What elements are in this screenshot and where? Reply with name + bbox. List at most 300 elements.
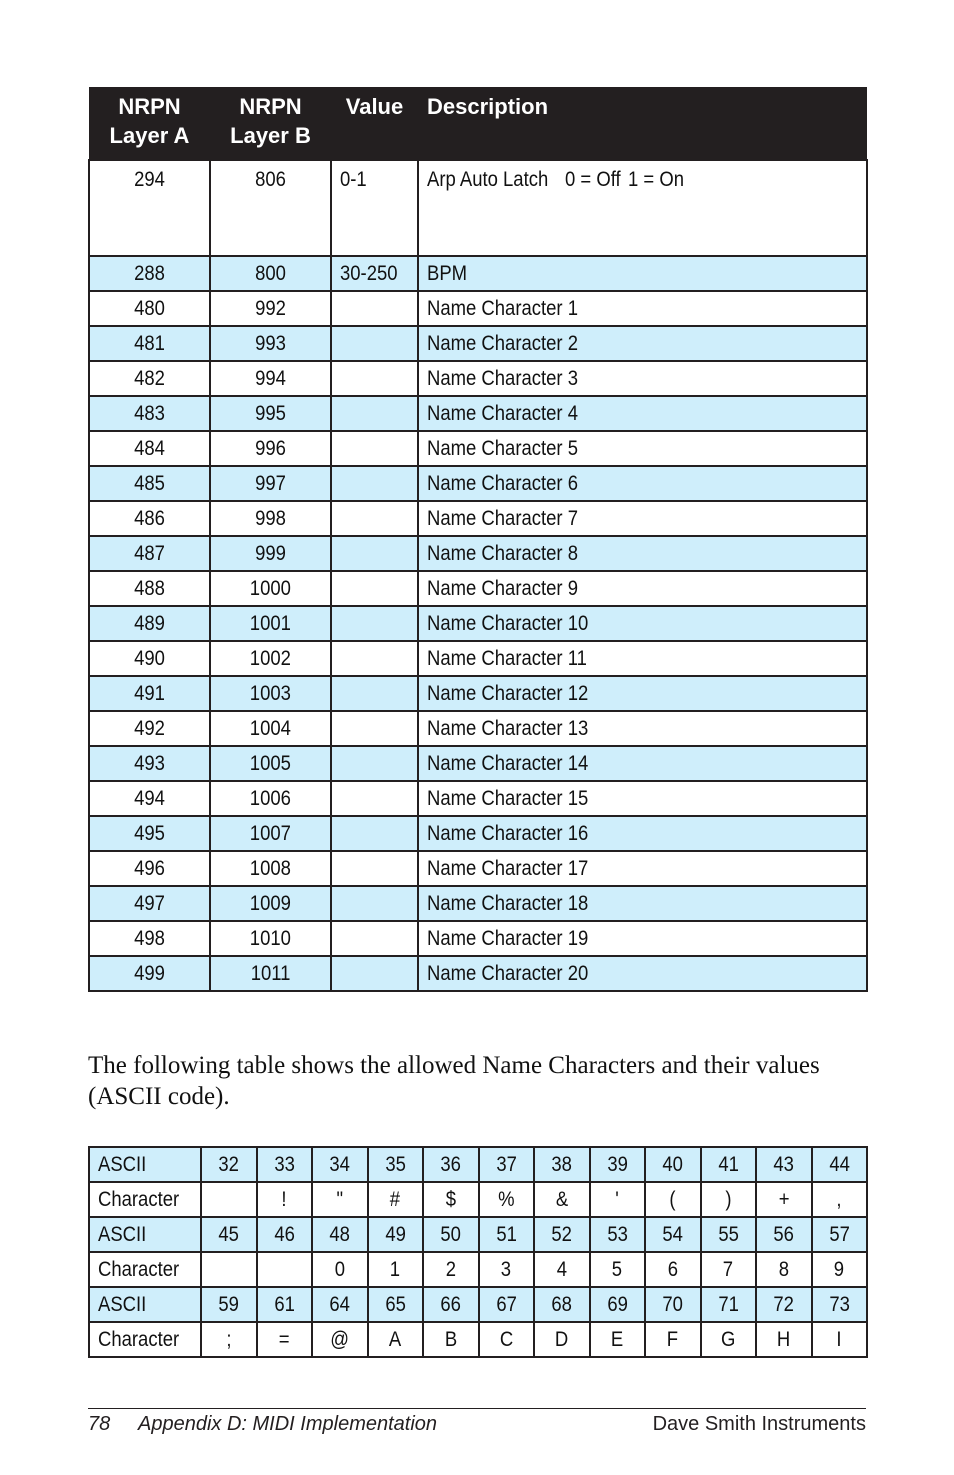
nrpn-layer-b-cell-text: 999 [255,541,286,565]
nrpn-value-cell [331,816,418,851]
character-cell [756,1252,812,1287]
nrpn-row [89,431,867,466]
description-line: Name Character 19 [427,926,589,950]
nrpn-description-cell [418,466,867,501]
description-line: Name Character 5 [427,436,578,460]
ascii-code-cell-text: 54 [662,1222,684,1246]
description-line: Name Character 16 [427,821,589,845]
character-cell-text: + [778,1187,790,1211]
nrpn-layer-a-cell [89,676,210,711]
ascii-code-cell-text: 34 [329,1152,351,1176]
nrpn-layer-b-cell [210,921,331,956]
nrpn-layer-b-cell-text: 994 [255,366,286,390]
nrpn-row [89,501,867,536]
nrpn-layer-a-cell-text: 496 [134,856,165,880]
company-name: Dave Smith Instruments [652,1413,866,1435]
character-cell [701,1322,757,1357]
description-line: Name Character 14 [427,751,589,775]
nrpn-description-cell [418,571,867,606]
character-cell [201,1252,257,1287]
nrpn-value-cell [331,466,418,501]
character-cell [645,1182,701,1217]
ascii-code-cell [645,1287,701,1322]
character-cell [812,1182,868,1217]
nrpn-description-cell [418,676,867,711]
ascii-code-cell-text: 44 [828,1152,850,1176]
ascii-code-cell-text: 57 [828,1222,850,1246]
character-cell [368,1322,424,1357]
nrpn-layer-b-cell-text: 1004 [249,716,292,740]
nrpn-layer-a-cell-text: 485 [134,471,165,495]
nrpn-layer-a-cell [89,641,210,676]
description-line: Name Character 4 [427,401,578,425]
description-line: Name Character 18 [427,891,589,915]
nrpn-layer-b-cell-text: 1000 [249,576,292,600]
nrpn-row [89,816,867,851]
nrpn-value-cell [331,431,418,466]
ascii-row [89,1217,867,1252]
nrpn-layer-a-cell-text: 487 [134,541,165,565]
nrpn-layer-a-cell-text: 288 [134,261,165,285]
ascii-code-cell [201,1147,257,1182]
nrpn-value-cell [331,851,418,886]
ascii-code-cell [368,1287,424,1322]
character-cell [590,1252,646,1287]
ascii-code-cell [479,1217,535,1252]
nrpn-value-cell [331,571,418,606]
nrpn-value-cell [331,956,418,991]
character-cell [423,1182,479,1217]
nrpn-layer-b-cell [210,431,331,466]
ascii-code-cell-text: 65 [384,1292,406,1316]
nrpn-description-cell [418,641,867,676]
nrpn-description-cell [418,921,867,956]
character-row-label [89,1182,201,1217]
character-cell-text: ' [615,1187,620,1211]
character-row [89,1252,867,1287]
character-row [89,1182,867,1217]
nrpn-value-cell [331,641,418,676]
character-cell [479,1182,535,1217]
ascii-code-cell-text: 43 [773,1152,795,1176]
character-cell-text: , [836,1187,842,1211]
character-cell-text: " [336,1187,344,1211]
nrpn-description-cell [418,886,867,921]
ascii-row-label [89,1147,201,1182]
description-line: Name Character 3 [427,366,578,390]
nrpn-layer-a-cell [89,816,210,851]
nrpn-layer-b-cell-text: 998 [255,506,286,530]
page-number: 78 [88,1413,111,1435]
nrpn-value-cell-text: 0-1 [340,168,367,191]
ascii-code-cell [590,1287,646,1322]
ascii-table-body [89,1147,867,1357]
character-cell [312,1182,368,1217]
nrpn-layer-a-cell [89,851,210,886]
character-cell-text: 0 [334,1257,345,1281]
character-cell-text: 8 [778,1257,789,1281]
ascii-code-cell-text: 71 [717,1292,739,1316]
character-cell-text: H [777,1327,791,1351]
nrpn-layer-b-cell-text: 992 [255,296,286,320]
description-line: Name Character 17 [427,856,589,880]
ascii-table [88,1146,868,1358]
character-cell-text: $ [445,1187,456,1211]
ascii-code-cell [368,1217,424,1252]
character-cell-text: % [498,1187,515,1211]
character-row-label-text: Character [98,1257,180,1281]
character-cell-text: 5 [612,1257,623,1281]
nrpn-layer-b-cell [210,956,331,991]
nrpn-row [89,536,867,571]
nrpn-layer-a-cell-text: 497 [134,891,165,915]
nrpn-layer-b-cell [210,361,331,396]
nrpn-value-cell [331,291,418,326]
nrpn-description-cell [418,781,867,816]
ascii-code-cell [257,1287,313,1322]
nrpn-row [89,361,867,396]
ascii-code-cell-text: 37 [495,1152,517,1176]
nrpn-layer-b-cell [210,256,331,291]
header-nrpn-layer-b: NRPN Layer B [210,87,331,160]
character-cell-text: @ [330,1327,350,1351]
nrpn-value-cell [331,160,418,256]
nrpn-row [89,466,867,501]
ascii-code-cell [701,1147,757,1182]
description-line: Name Character 11 [427,646,587,670]
ascii-row [89,1287,867,1322]
character-cell [257,1252,313,1287]
nrpn-layer-a-cell-text: 486 [134,506,165,530]
character-cell [201,1322,257,1357]
character-row-label [89,1322,201,1357]
character-cell-text: 1 [390,1257,401,1281]
nrpn-layer-b-cell [210,536,331,571]
ascii-code-cell [201,1287,257,1322]
character-cell-text: 9 [834,1257,845,1281]
nrpn-description-cell [418,851,867,886]
nrpn-layer-a-cell-text: 495 [134,821,165,845]
ascii-code-cell-text: 66 [440,1292,462,1316]
nrpn-value-cell [331,606,418,641]
character-cell-text: # [390,1187,401,1211]
nrpn-layer-a-cell-text: 499 [134,961,165,985]
character-cell [590,1322,646,1357]
nrpn-layer-a-cell [89,291,210,326]
ascii-code-cell [756,1147,812,1182]
character-cell [368,1182,424,1217]
ascii-code-cell [312,1287,368,1322]
ascii-code-cell [368,1147,424,1182]
intro-paragraph: The following table shows the allowed Name Characters and their values (ASCII code). [88,1052,820,1110]
ascii-code-cell-text: 46 [273,1222,295,1246]
description-line: Name Character 13 [427,716,589,740]
nrpn-description-cell [418,160,867,256]
character-cell-text: ! [281,1187,287,1211]
nrpn-layer-b-cell-text: 1003 [249,681,292,705]
character-cell-text: A [389,1327,402,1351]
nrpn-row [89,256,867,291]
description-line: Name Character 1 [427,296,578,320]
nrpn-value-cell [331,676,418,711]
nrpn-layer-a-cell [89,956,210,991]
ascii-code-cell-text: 40 [662,1152,684,1176]
nrpn-layer-b-cell [210,711,331,746]
description-line: Name Character 10 [427,611,589,635]
nrpn-layer-b-cell [210,396,331,431]
character-row-label-text: Character [98,1327,180,1351]
nrpn-value-cell [331,501,418,536]
nrpn-value-cell [331,326,418,361]
character-cell-text: B [444,1327,457,1351]
character-cell [534,1322,590,1357]
ascii-row-label-text: ASCII [98,1152,147,1176]
nrpn-description-cell [418,396,867,431]
nrpn-layer-a-cell [89,396,210,431]
character-row-label-text: Character [98,1187,180,1211]
nrpn-layer-a-cell [89,781,210,816]
nrpn-layer-a-cell [89,160,210,256]
ascii-code-cell [645,1217,701,1252]
ascii-code-cell-text: 70 [662,1292,684,1316]
ascii-code-cell-text: 32 [218,1152,240,1176]
character-cell-text: ( [669,1187,676,1211]
description-line: Name Character 8 [427,541,578,565]
nrpn-layer-b-cell-text: 806 [255,168,286,191]
nrpn-layer-a-cell-text: 498 [134,926,165,950]
ascii-code-cell [534,1147,590,1182]
nrpn-layer-a-cell-text: 294 [134,168,165,191]
nrpn-row [89,851,867,886]
ascii-code-cell [423,1147,479,1182]
nrpn-layer-b-cell-text: 1001 [249,611,292,635]
nrpn-layer-b-cell-text: 1002 [249,646,292,670]
character-cell [701,1252,757,1287]
nrpn-layer-b-cell [210,571,331,606]
nrpn-row [89,746,867,781]
nrpn-value-cell-text: 30-250 [340,261,398,285]
ascii-code-cell [645,1147,701,1182]
nrpn-value-cell [331,536,418,571]
nrpn-value-cell [331,396,418,431]
nrpn-row [89,676,867,711]
ascii-code-cell-text: 72 [773,1292,795,1316]
nrpn-description-cell [418,746,867,781]
description-line: 1 = On [628,168,685,191]
header-description: Description [418,87,867,160]
description-line: 0 = Off [564,168,621,191]
ascii-code-cell [534,1217,590,1252]
ascii-code-cell-text: 33 [273,1152,295,1176]
nrpn-description-cell [418,501,867,536]
character-cell [257,1322,313,1357]
character-cell-text: 2 [445,1257,456,1281]
section-title: Appendix D: MIDI Implementation [138,1413,438,1435]
ascii-code-cell [479,1147,535,1182]
ascii-code-cell-text: 73 [828,1292,850,1316]
ascii-code-cell [534,1287,590,1322]
ascii-code-cell-text: 45 [218,1222,240,1246]
character-cell [756,1182,812,1217]
ascii-code-cell [701,1217,757,1252]
nrpn-layer-b-cell [210,746,331,781]
ascii-row-label-text: ASCII [98,1292,147,1316]
nrpn-layer-a-cell [89,711,210,746]
nrpn-row [89,711,867,746]
nrpn-layer-a-cell [89,606,210,641]
nrpn-value-cell [331,711,418,746]
ascii-code-cell [479,1287,535,1322]
nrpn-table [88,87,868,992]
ascii-code-cell-text: 67 [495,1292,517,1316]
nrpn-description-cell [418,256,867,291]
ascii-code-cell [756,1217,812,1252]
character-cell [201,1182,257,1217]
nrpn-layer-b-cell [210,781,331,816]
character-cell-text: 6 [667,1257,678,1281]
ascii-code-cell-text: 48 [329,1222,351,1246]
ascii-row [89,1147,867,1182]
nrpn-row [89,571,867,606]
description-line: Arp Auto Latch [427,168,549,191]
ascii-code-cell [812,1217,868,1252]
nrpn-row [89,291,867,326]
ascii-row-label-text: ASCII [98,1222,147,1246]
ascii-code-cell [701,1287,757,1322]
ascii-code-cell [812,1147,868,1182]
nrpn-layer-b-cell [210,326,331,361]
nrpn-layer-b-cell-text: 1011 [250,961,291,985]
nrpn-layer-b-cell [210,886,331,921]
ascii-code-cell-text: 69 [606,1292,628,1316]
description-line: Name Character 9 [427,576,578,600]
ascii-code-cell [812,1287,868,1322]
nrpn-description-cell [418,606,867,641]
ascii-code-cell-text: 41 [717,1152,739,1176]
nrpn-value-cell [331,746,418,781]
ascii-code-cell-text: 52 [551,1222,573,1246]
nrpn-description-cell [418,956,867,991]
character-cell-text: 7 [723,1257,734,1281]
nrpn-layer-a-cell [89,431,210,466]
nrpn-table-body [89,160,867,991]
nrpn-layer-a-cell-text: 483 [134,401,165,425]
character-cell [312,1252,368,1287]
nrpn-layer-a-cell [89,361,210,396]
character-cell-text: & [555,1187,568,1211]
nrpn-value-cell [331,921,418,956]
nrpn-description-cell [418,431,867,466]
nrpn-layer-b-cell-text: 995 [255,401,286,425]
nrpn-value-cell [331,886,418,921]
nrpn-layer-a-cell [89,571,210,606]
ascii-code-cell-text: 35 [384,1152,406,1176]
nrpn-layer-a-cell-text: 494 [134,786,165,810]
character-cell-text: D [555,1327,569,1351]
nrpn-layer-a-cell [89,466,210,501]
character-cell-text: 4 [556,1257,567,1281]
nrpn-layer-a-cell-text: 484 [134,436,165,460]
nrpn-description-cell [418,326,867,361]
nrpn-layer-b-cell-text: 1006 [249,786,292,810]
ascii-code-cell-text: 49 [384,1222,406,1246]
description-line: Name Character 20 [427,961,589,985]
footer-rule [88,1408,866,1409]
nrpn-layer-a-cell-text: 482 [134,366,165,390]
nrpn-layer-a-cell-text: 481 [134,331,165,355]
ascii-code-cell [201,1217,257,1252]
nrpn-layer-b-cell-text: 1010 [249,926,292,950]
nrpn-layer-b-cell-text: 1007 [249,821,292,845]
nrpn-layer-b-cell-text: 1009 [249,891,292,915]
nrpn-description-cell [418,536,867,571]
ascii-code-cell [756,1287,812,1322]
ascii-code-cell [257,1217,313,1252]
character-cell-text: G [721,1327,736,1351]
nrpn-row [89,956,867,991]
nrpn-description-cell [418,816,867,851]
character-cell-text: ) [725,1187,732,1211]
character-cell [590,1182,646,1217]
ascii-code-cell-text: 36 [440,1152,462,1176]
ascii-code-cell [312,1217,368,1252]
description-line: BPM [427,261,468,285]
character-cell [534,1252,590,1287]
header-nrpn-layer-a: NRPN Layer A [89,87,210,160]
ascii-code-cell [590,1217,646,1252]
nrpn-layer-b-cell [210,641,331,676]
nrpn-layer-b-cell [210,606,331,641]
nrpn-layer-a-cell-text: 488 [134,576,165,600]
character-cell [701,1182,757,1217]
nrpn-value-cell [331,361,418,396]
nrpn-row [89,160,867,256]
ascii-code-cell-text: 64 [329,1292,351,1316]
ascii-code-cell-text: 55 [717,1222,739,1246]
nrpn-description-cell [418,711,867,746]
nrpn-layer-a-cell-text: 480 [134,296,165,320]
character-cell [479,1322,535,1357]
ascii-code-cell [312,1147,368,1182]
ascii-code-cell-text: 51 [495,1222,517,1246]
nrpn-layer-b-cell-text: 997 [255,471,286,495]
character-cell [645,1322,701,1357]
ascii-row-label [89,1217,201,1252]
header-value: Value [331,87,418,160]
ascii-code-cell-text: 38 [551,1152,573,1176]
nrpn-description-cell [418,291,867,326]
nrpn-value-cell [331,256,418,291]
nrpn-value-cell [331,781,418,816]
nrpn-row [89,326,867,361]
description-line: Name Character 7 [427,506,578,530]
nrpn-layer-b-cell-text: 800 [255,261,286,285]
character-cell-text: ; [226,1327,232,1351]
nrpn-layer-a-cell-text: 491 [134,681,165,705]
ascii-code-cell [257,1147,313,1182]
ascii-code-cell-text: 39 [606,1152,628,1176]
nrpn-layer-b-cell [210,466,331,501]
character-cell-text: 3 [501,1257,512,1281]
nrpn-layer-a-cell [89,886,210,921]
nrpn-layer-b-cell-text: 996 [255,436,286,460]
character-cell-text: I [836,1327,842,1351]
nrpn-layer-a-cell-text: 489 [134,611,165,635]
nrpn-layer-a-cell-text: 492 [134,716,165,740]
character-cell [257,1182,313,1217]
nrpn-layer-a-cell-text: 490 [134,646,165,670]
ascii-code-cell-text: 53 [606,1222,628,1246]
